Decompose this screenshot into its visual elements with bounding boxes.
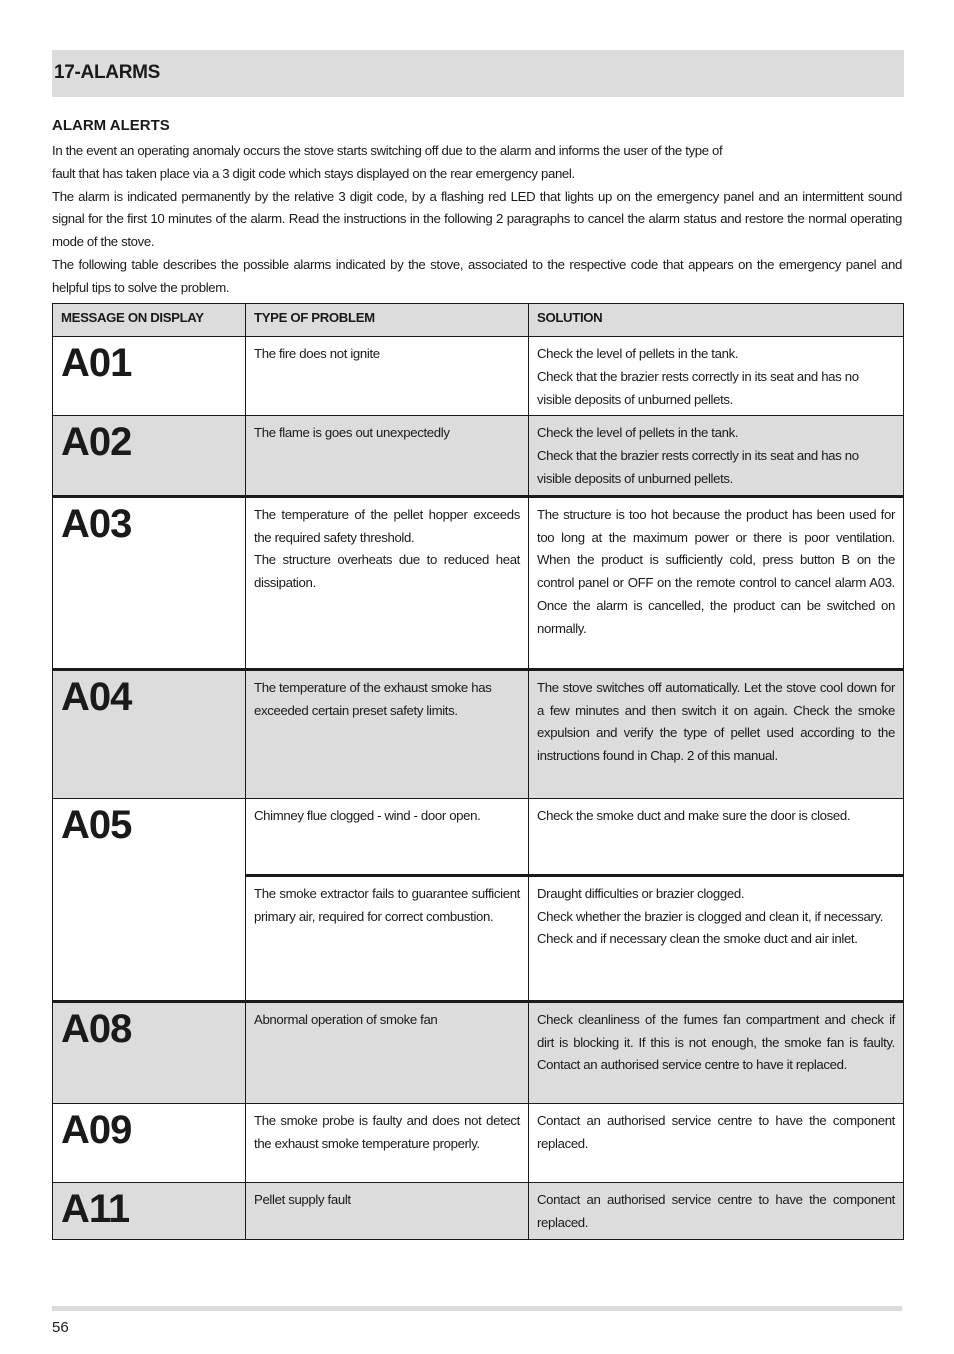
intro-paragraph-2: The alarm is indicated permanently by the relative 3 digit code, by a flashing red LED that lights up on the emergency panel and an intermittent sound signal for the first 10 minutes of the alarm. Read the instructions in the following 2 paragraphs to cancel the alarm status and restore the normal operating mode of the stove. — [52, 188, 902, 250]
section-header-bar — [52, 50, 904, 97]
solution-line: Check and if necessary clean the smoke duct and air inlet. — [537, 931, 858, 947]
solution-cell — [529, 416, 904, 496]
header-solution: SOLUTION — [529, 304, 904, 337]
solution-cell — [529, 337, 904, 416]
footer-divider — [52, 1306, 902, 1311]
problem-cell: Chimney flue clogged - wind - door open. — [246, 798, 529, 875]
solution-cell — [529, 875, 904, 1001]
solution-line: Check that the brazier rests correctly in its seat and has no visible deposits of unburned pellets. — [537, 368, 859, 407]
solution-cell: Check the smoke duct and make sure the door is closed. — [529, 798, 904, 875]
problem-cell: The flame is goes out unexpectedly — [246, 416, 529, 496]
problem-cell: The smoke extractor fails to guarantee sufficient primary air, required for correct combustion. — [246, 875, 529, 1001]
problem-line: The structure overheats due to reduced heat dissipation. — [254, 552, 520, 591]
alarm-code: A05 — [53, 798, 246, 1001]
table-row-a11 — [53, 1182, 904, 1239]
solution-line: Check the level of pellets in the tank. — [537, 425, 739, 441]
table-row-a01 — [53, 337, 904, 416]
alarm-code: A11 — [53, 1182, 246, 1239]
header-message-on-display: MESSAGE ON DISPLAY — [53, 304, 246, 337]
solution-cell: Check cleanliness of the fumes fan compartment and check if dirt is blocking it. If this is not enough, the smoke fan is faulty. Contact an authorised service centre to have it replaced. — [529, 1001, 904, 1103]
solution-cell: The structure is too hot because the product has been used for too long at the maximum power or there is poor ventilation. When the product is sufficiently cold, press button B on the control panel or OFF on the remote control to cancel alarm A03. Once the alarm is cancelled, the product can be switched on normally. — [529, 496, 904, 669]
alarm-code: A09 — [53, 1103, 246, 1182]
problem-cell: Pellet supply fault — [246, 1182, 529, 1239]
problem-line: The temperature of the pellet hopper exceeds the required safety threshold. — [254, 506, 520, 545]
problem-cell: The smoke probe is faulty and does not detect the exhaust smoke temperature properly. — [246, 1103, 529, 1182]
table-header-row — [53, 304, 904, 337]
alarms-table — [52, 303, 904, 1240]
solution-line: Check the level of pellets in the tank. — [537, 346, 739, 361]
problem-cell: Abnormal operation of smoke fan — [246, 1001, 529, 1103]
subsection-title: ALARM ALERTS — [52, 117, 170, 134]
alarm-code: A01 — [53, 337, 246, 416]
table-row-a08 — [53, 1001, 904, 1103]
alarm-code: A02 — [53, 416, 246, 496]
solution-line: Check whether the brazier is clogged and clean it, if necessary. — [537, 908, 884, 924]
alarm-code: A08 — [53, 1001, 246, 1103]
solution-cell: Contact an authorised service centre to have the component replaced. — [529, 1103, 904, 1182]
table-row-a04 — [53, 669, 904, 798]
table-row-a05 — [53, 798, 904, 875]
page-number: 56 — [52, 1319, 69, 1336]
solution-line: Check that the brazier rests correctly in its seat and has no visible deposits of unburned pellets. — [537, 448, 859, 486]
intro-paragraph-3: The following table describes the possible alarms indicated by the stove, associated to the respective code that appears on the emergency panel and helpful tips to solve the problem. — [52, 256, 902, 295]
header-type-of-problem: TYPE OF PROBLEM — [246, 304, 529, 337]
table-row-a02 — [53, 416, 904, 496]
intro-paragraph-1 — [52, 140, 902, 186]
intro-text — [52, 140, 902, 300]
problem-cell — [246, 496, 529, 669]
table-row-a03 — [53, 496, 904, 669]
section-title: 17-ALARMS — [54, 62, 161, 83]
alarm-code: A03 — [53, 496, 246, 669]
solution-line: Draught difficulties or brazier clogged. — [537, 885, 745, 901]
solution-cell: Contact an authorised service centre to have the component replaced. — [529, 1182, 904, 1239]
intro-p1-line-1: In the event an operating anomaly occurs the stove starts switching off due to the alarm and informs the user of the type of — [52, 143, 723, 158]
problem-cell: The fire does not ignite — [246, 337, 529, 416]
problem-cell: The temperature of the exhaust smoke has exceeded certain preset safety limits. — [246, 669, 529, 798]
alarm-code: A04 — [53, 669, 246, 798]
intro-p1-line-2: fault that has taken place via a 3 digit code which stays displayed on the rear emergency panel. — [52, 165, 575, 181]
table-row-a09 — [53, 1103, 904, 1182]
solution-cell: The stove switches off automatically. Let the stove cool down for a few minutes and then switch it on again. Check the smoke expulsion and verify the type of pellet used according to the instructions found in Chap. 2 of this manual. — [529, 669, 904, 798]
